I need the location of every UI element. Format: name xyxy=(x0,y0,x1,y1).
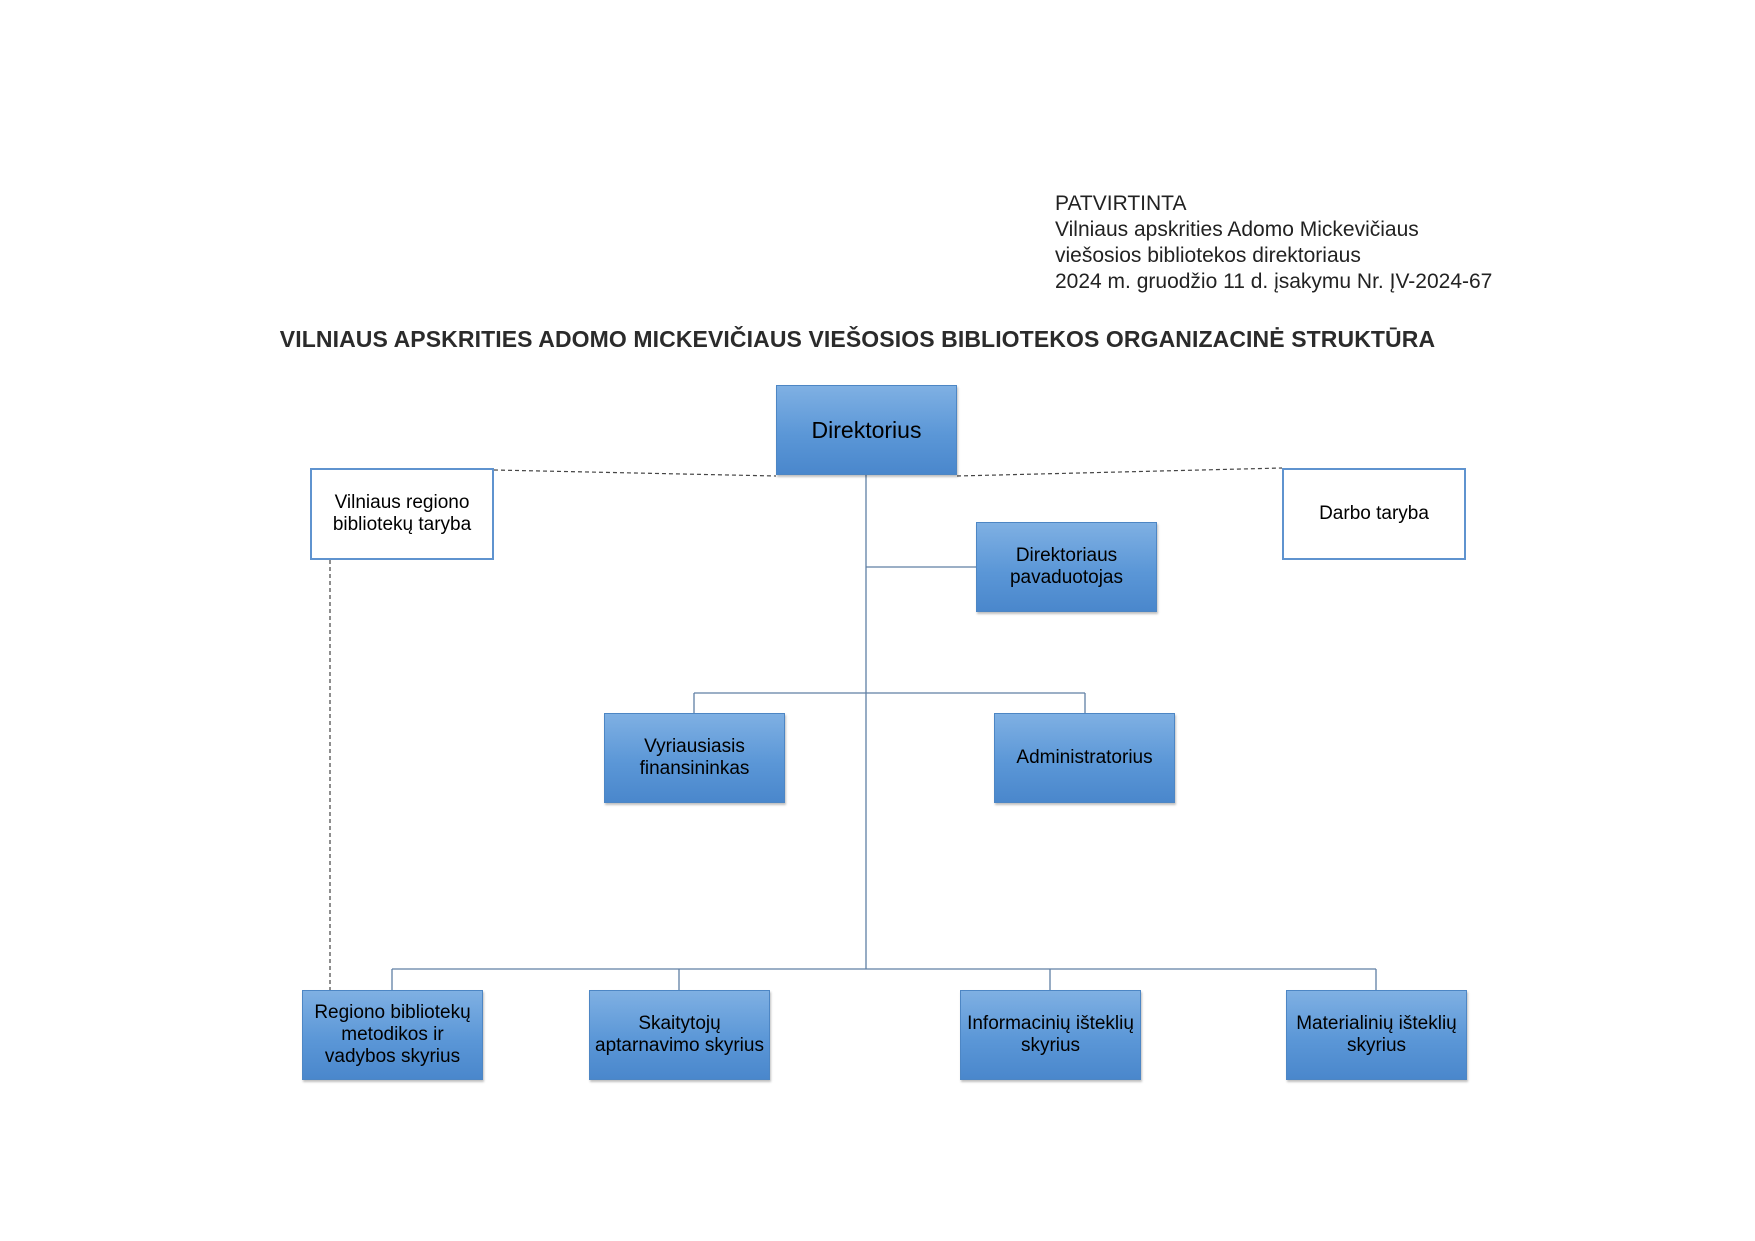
reader-services-dept-label: Skaitytojų aptarnavimo skyrius xyxy=(595,1013,764,1056)
regional-council-box xyxy=(310,468,494,560)
work-council-box xyxy=(1282,468,1466,560)
page-title: VILNIAUS APSKRITIES ADOMO MICKEVIČIAUS VIEŠOSIOS BIBLIOTEKOS ORGANIZACINĖ STRUKTŪRA xyxy=(279,326,1436,352)
information-resources-dept-box xyxy=(960,990,1141,1080)
material-resources-dept-box xyxy=(1286,990,1467,1080)
director-to-work-council-dashed xyxy=(957,468,1282,476)
chief-financier-label: Vyriausiasis finansininkas xyxy=(639,736,750,779)
regional-methodics-dept-box xyxy=(302,990,483,1080)
deputy-director-label: Direktoriaus pavaduotojas xyxy=(1009,545,1124,588)
work-council-label: Darbo taryba xyxy=(1319,503,1429,524)
director-box xyxy=(776,385,957,475)
administrator-box xyxy=(994,713,1175,803)
approval-line-1: PATVIRTINTA xyxy=(1055,192,1187,215)
approval-line-2: Vilniaus apskrities Adomo Mickevičiaus xyxy=(1055,218,1419,241)
administrator-label: Administratorius xyxy=(1016,747,1153,768)
chief-financier-box xyxy=(604,713,785,803)
information-resources-dept-label: Informacinių išteklių skyrius xyxy=(967,1013,1134,1056)
director-to-regional-council-dashed xyxy=(494,470,776,476)
director-label: Direktorius xyxy=(811,417,922,443)
reader-services-dept-box xyxy=(589,990,770,1080)
approval-line-3: viešosios bibliotekos direktoriaus xyxy=(1055,244,1361,267)
deputy-director-box xyxy=(976,522,1157,612)
regional-council-label: Vilniaus regiono bibliotekų taryba xyxy=(332,492,472,535)
material-resources-dept-label: Materialinių išteklių skyrius xyxy=(1296,1013,1457,1056)
regional-methodics-dept-label: Regiono bibliotekų metodikos ir vadybos skyrius xyxy=(314,1002,471,1067)
approval-line-4: 2024 m. gruodžio 11 d. įsakymu Nr. ĮV-2024-67 xyxy=(1055,270,1493,293)
